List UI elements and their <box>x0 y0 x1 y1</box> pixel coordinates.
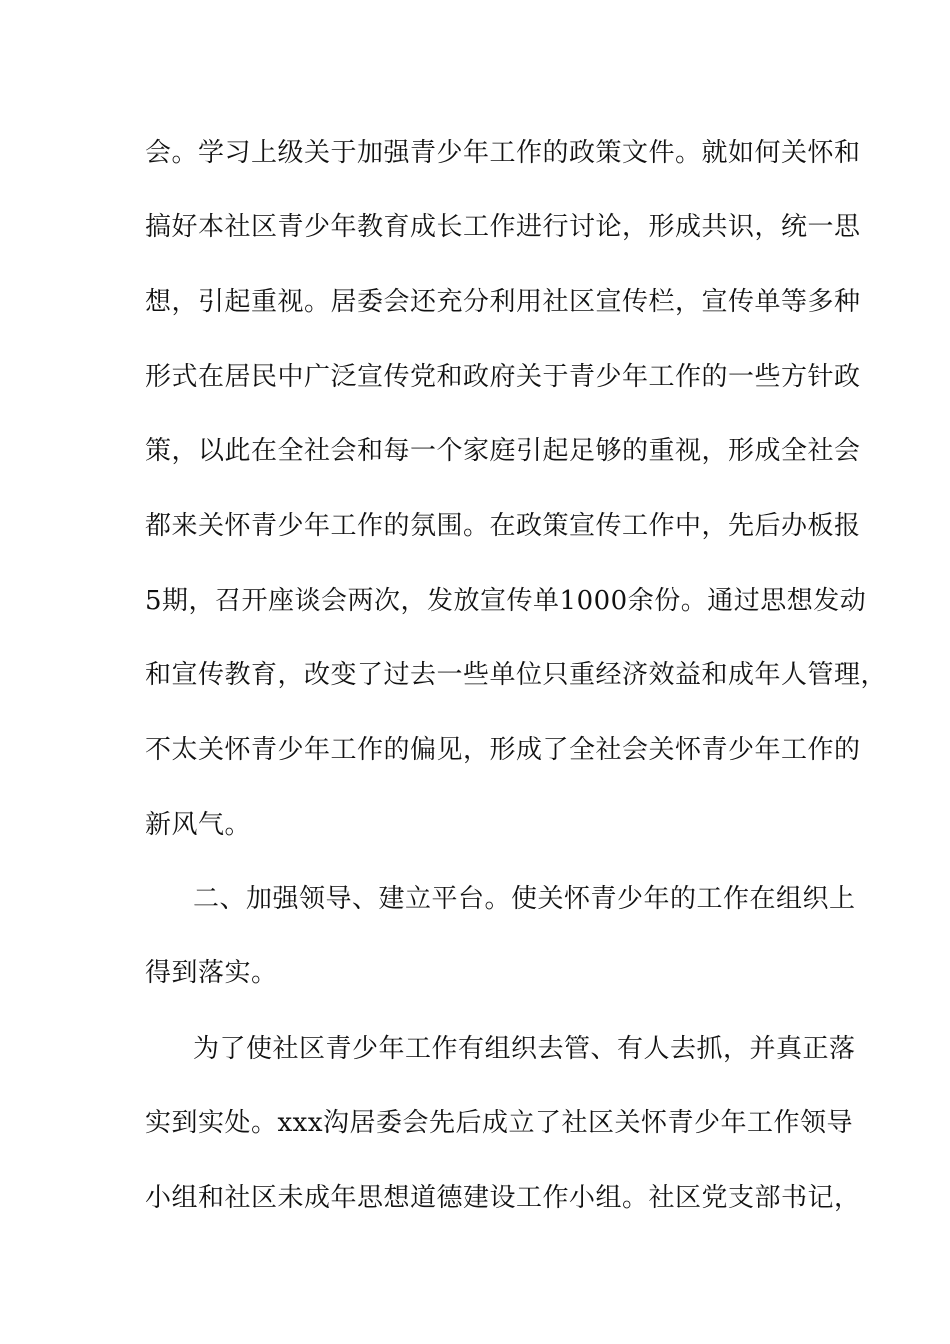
section-heading-line: 二、加强领导、建立平台。使关怀青少年的工作在组织上 <box>193 884 856 914</box>
paragraph-line: 想，引起重视。居委会还充分利用社区宣传栏，宣传单等多种 <box>145 287 861 317</box>
paragraph-line: 不太关怀青少年工作的偏见，形成了全社会关怀青少年工作的 <box>145 735 861 765</box>
paragraph-line: 实到实处。xxx沟居委会先后成立了社区关怀青少年工作领导 <box>145 1108 853 1138</box>
paragraph-line: 策，以此在全社会和每一个家庭引起足够的重视，形成全社会 <box>145 436 861 466</box>
paragraph-line: 和宣传教育，改变了过去一些单位只重经济效益和成年人管理， <box>145 660 888 690</box>
paragraph-line: 小组和社区未成年思想道德建设工作小组。社区党支部书记， <box>145 1183 861 1213</box>
section-heading-line: 得到落实。 <box>145 958 278 988</box>
paragraph-line: 为了使社区青少年工作有组织去管、有人去抓，并真正落 <box>193 1034 856 1064</box>
paragraph-line: 搞好本社区青少年教育成长工作进行讨论，形成共识，统一思 <box>145 212 861 242</box>
paragraph-line: 新风气。 <box>145 810 252 840</box>
paragraph-line: 都来关怀青少年工作的氛围。在政策宣传工作中，先后办板报 <box>145 511 861 541</box>
paragraph-line: 形式在居民中广泛宣传党和政府关于青少年工作的一些方针政 <box>145 362 861 392</box>
paragraph-line: 会。学习上级关于加强青少年工作的政策文件。就如何关怀和 <box>145 138 861 168</box>
paragraph-line: 5期，召开座谈会两次，发放宣传单1000余份。通过思想发动 <box>145 586 867 616</box>
